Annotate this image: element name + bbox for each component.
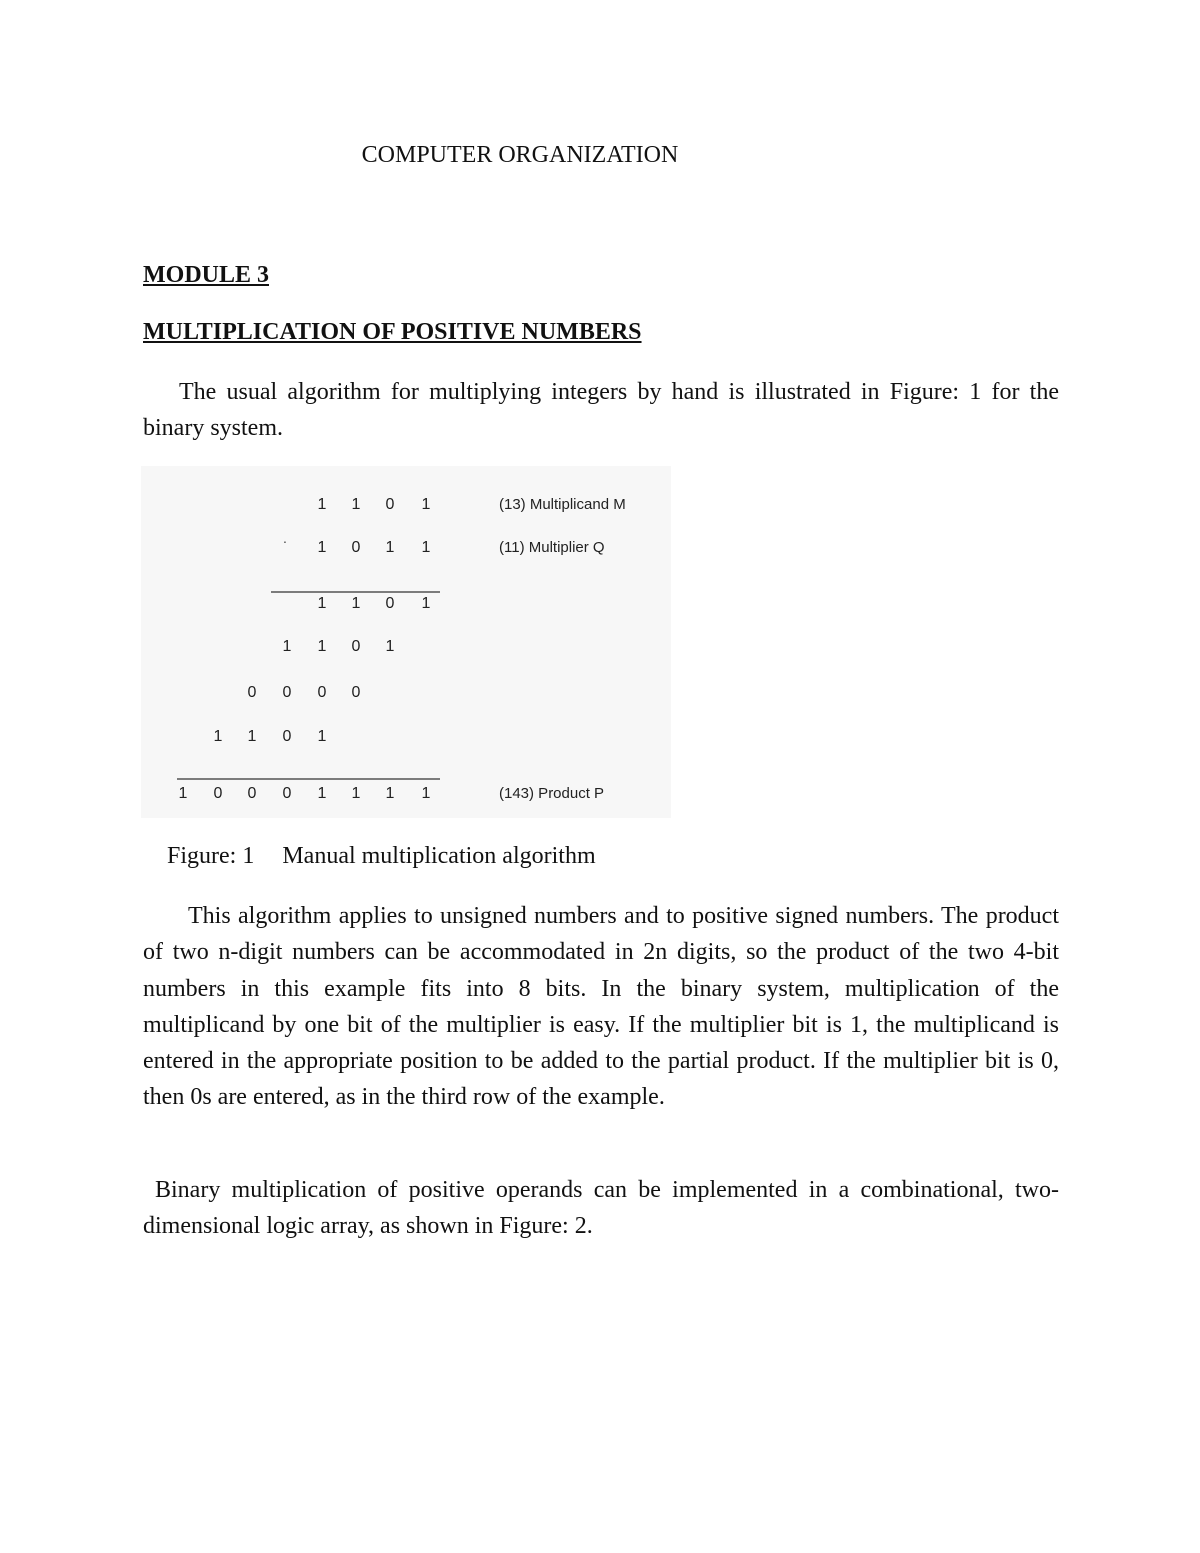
figure-digit: 0 (282, 684, 292, 701)
module-heading: MODULE 3 (143, 262, 269, 288)
algorithm-paragraph-text: This algorithm applies to unsigned numbers and to positive signed numbers. The product of two n-digit numbers can be accommodated in 2n digits, so the product of the two 4-bit numbers in this example fits into 8 bits. In the binary system, multiplication of the multiplicand by one bit of the multiplier is easy. If the multiplier bit is 1, the multiplicand is entered in the appropriate position to be added to the partial product. If the multiplier bit is 0, then 0s are entered, as in the third row of the example. (143, 903, 1059, 1111)
multiplication-figure (141, 466, 671, 818)
figure-digit: 1 (421, 539, 431, 556)
figure-digit: 1 (317, 496, 327, 513)
figure-digit: 0 (385, 595, 395, 612)
figure-digit: 1 (317, 595, 327, 612)
multiply-sign: · (282, 533, 288, 549)
figure-digit: 1 (351, 595, 361, 612)
figure-caption (167, 843, 596, 870)
algorithm-paragraph (143, 898, 1059, 1116)
figure-svg (141, 466, 671, 818)
figure-digit: 0 (385, 496, 395, 513)
document-title: COMPUTER ORGANIZATION (361, 142, 679, 168)
intro-paragraph-text: The usual algorithm for multiplying integers by hand is illustrated in Figure: 1 for the binary system. (143, 379, 1059, 442)
figure-row-label: (11) Multiplier Q (499, 539, 605, 556)
figure-digit: 0 (282, 728, 292, 745)
figure-digit: 1 (247, 728, 257, 745)
figure-digit: 1 (178, 785, 188, 802)
figure-row-label: (13) Multiplicand M (499, 496, 626, 513)
figure-digit: 1 (385, 638, 395, 655)
figure-digit: 1 (385, 539, 395, 556)
figure-digit: 1 (317, 728, 327, 745)
figure-digit: 1 (421, 496, 431, 513)
figure-digit: 0 (351, 638, 361, 655)
figure-digit: 0 (247, 684, 257, 701)
figure-digit: 0 (247, 785, 257, 802)
figure-digit: 1 (317, 539, 327, 556)
figure-digit: 1 (317, 785, 327, 802)
figure-digit: 1 (421, 595, 431, 612)
figure-digit: 0 (351, 684, 361, 701)
array-paragraph-text: Binary multiplication of positive operands can be implemented in a combinational, two-dimensional logic array, as shown in Figure: 2. (143, 1177, 1059, 1240)
figure-digit: 1 (282, 638, 292, 655)
figure-digit: 0 (213, 785, 223, 802)
figure-digit: 0 (282, 785, 292, 802)
figure-caption-text: Manual multiplication algorithm (282, 843, 596, 869)
figure-digit: 0 (351, 539, 361, 556)
figure-digit: 1 (351, 785, 361, 802)
intro-paragraph (143, 374, 1059, 447)
figure-caption-number: Figure: 1 (167, 843, 255, 869)
section-heading: MULTIPLICATION OF POSITIVE NUMBERS (143, 319, 642, 345)
figure-digit: 1 (421, 785, 431, 802)
figure-digit: 1 (317, 638, 327, 655)
figure-digit: 0 (317, 684, 327, 701)
array-paragraph (143, 1172, 1059, 1245)
figure-digit: 1 (385, 785, 395, 802)
figure-row-label: (143) Product P (499, 785, 605, 802)
figure-digit: 1 (213, 728, 223, 745)
figure-digit: 1 (351, 496, 361, 513)
